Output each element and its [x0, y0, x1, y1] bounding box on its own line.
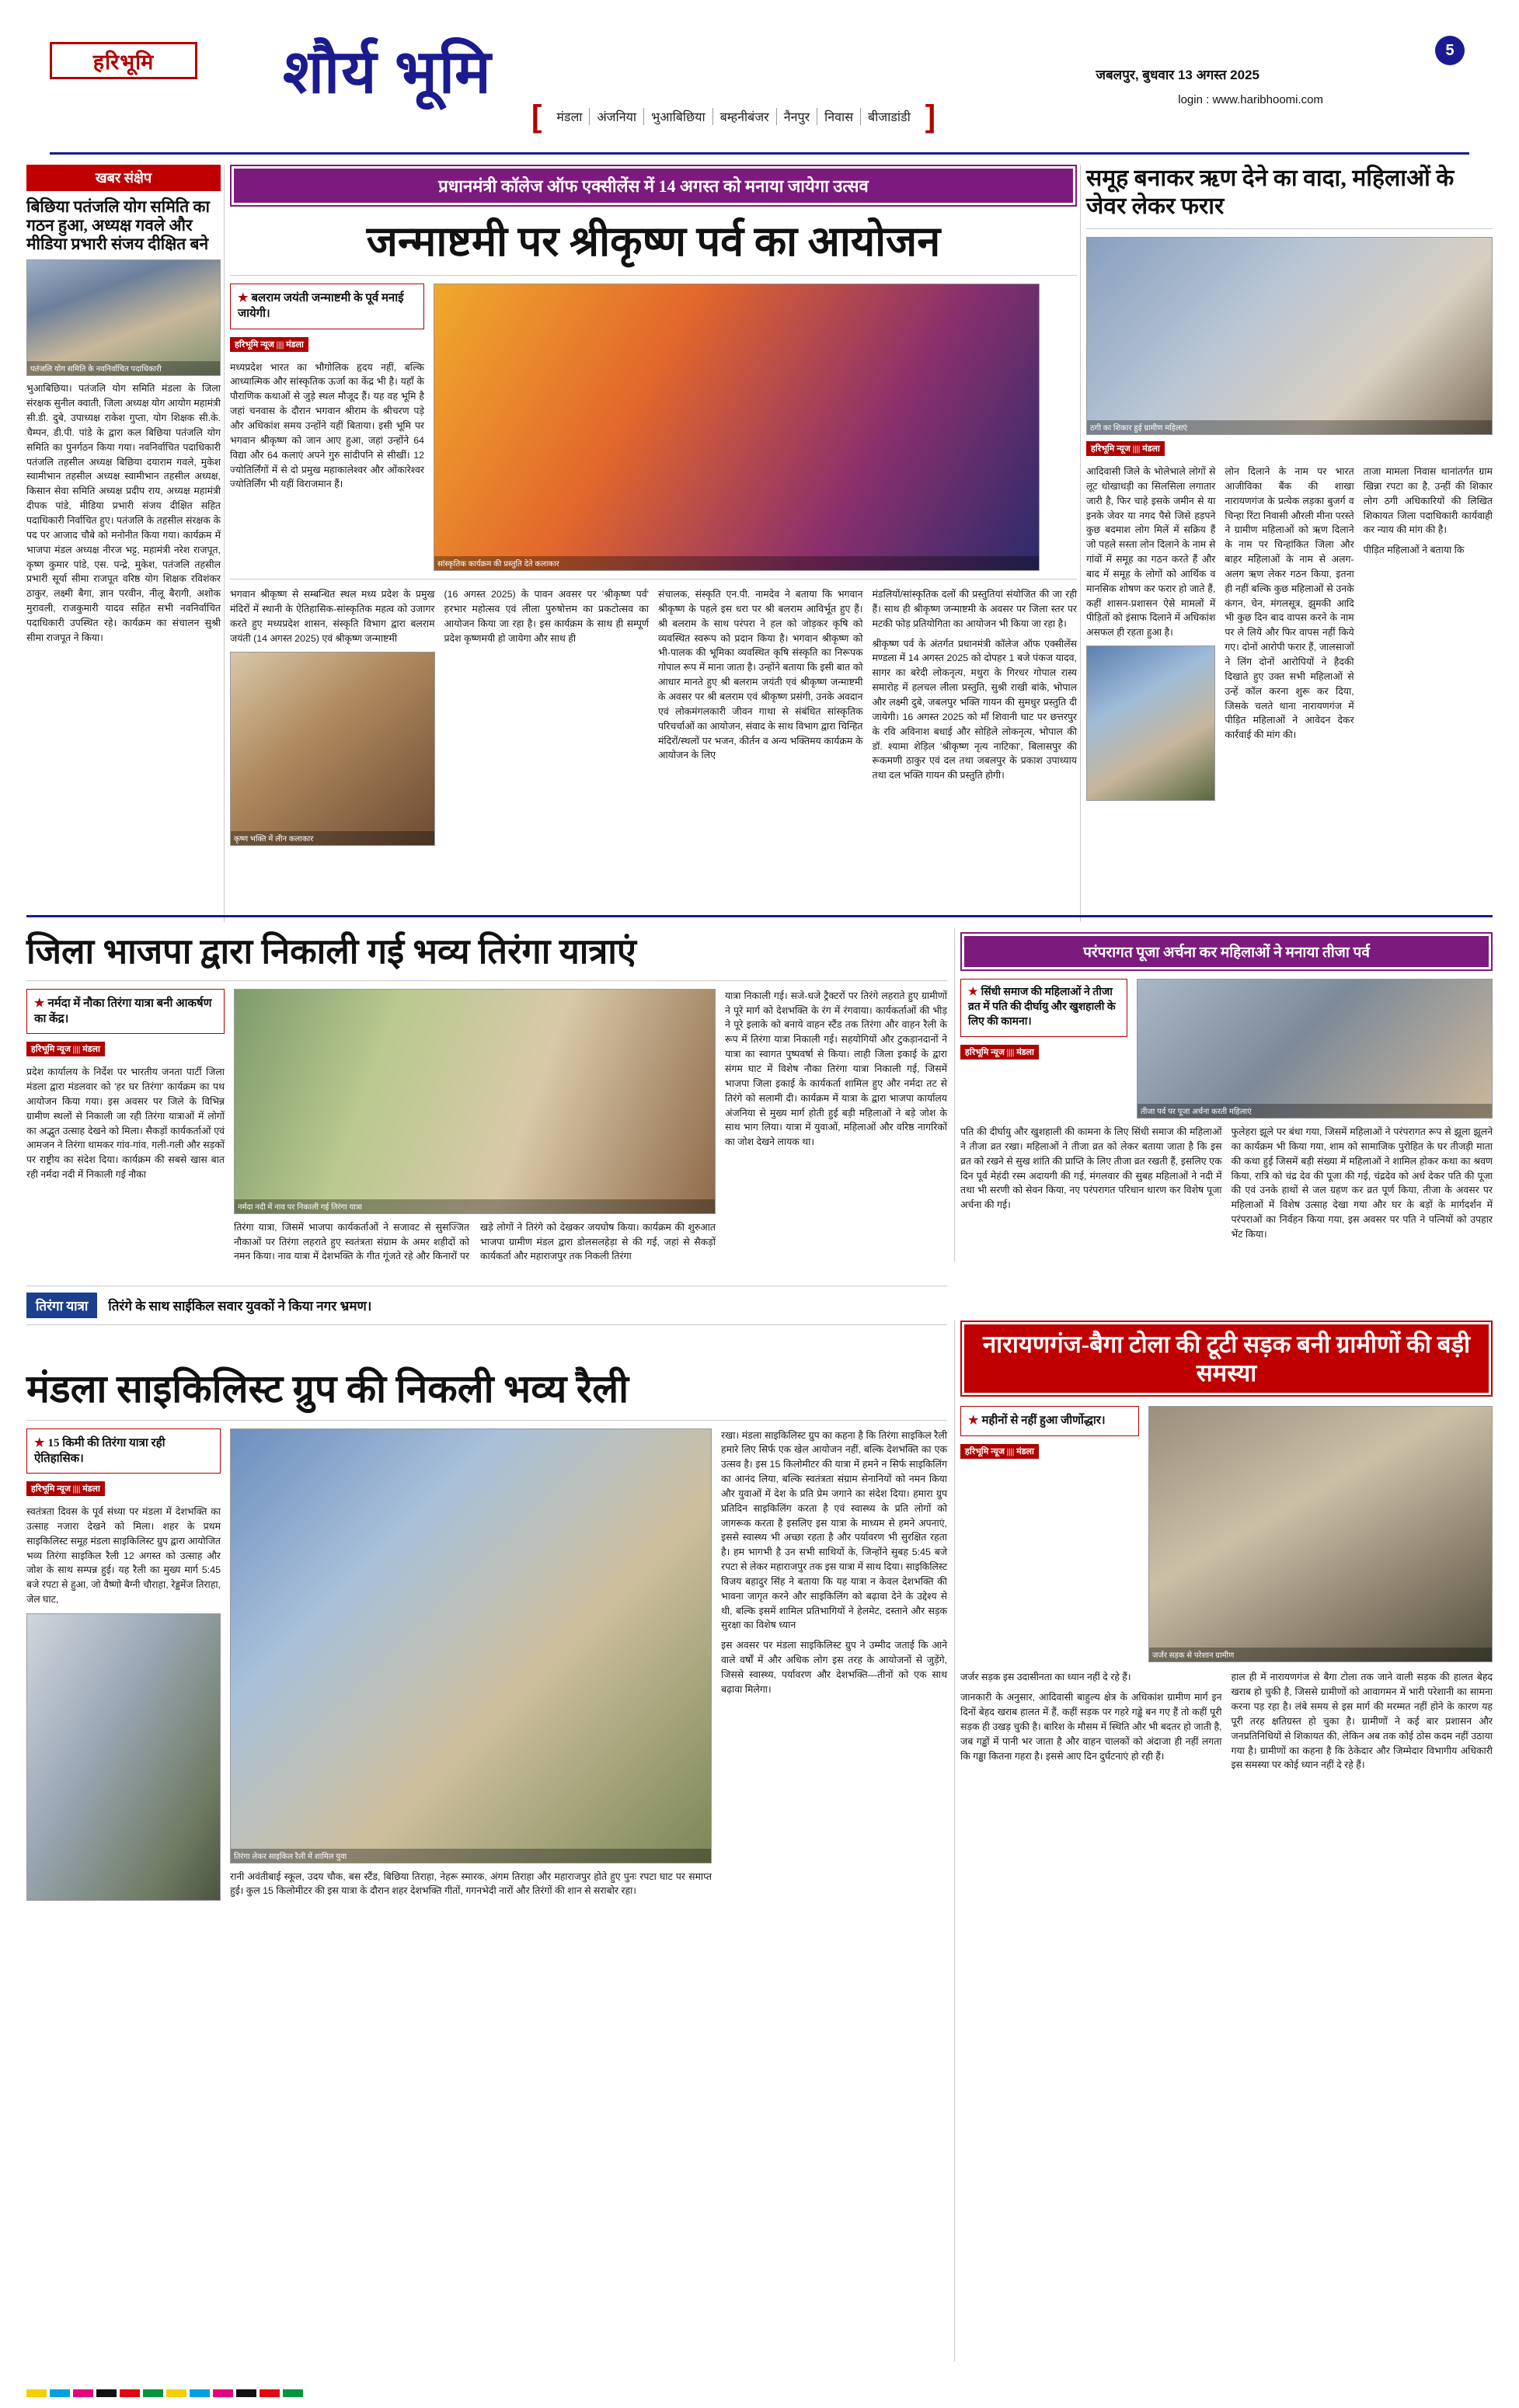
tiranga-photo [234, 989, 716, 1214]
cyclist-bullet-text: 15 किमी की तिरंगा यात्रा रही ऐतिहासिक। [34, 1436, 165, 1465]
teeja-text-row [960, 1125, 1493, 1247]
cyclist-rally-story [26, 1367, 947, 1904]
naraganj-photo-caption: जर्जर सड़क से परेशान ग्रामीण [1149, 1648, 1492, 1662]
cyclist-col2-text: रानी अवंतीबाई स्कूल, उदय चौक, बस स्टैंड, बिछिया तिराहा, नेहरू स्मारक, अंगम तिराहा और महाराजपुर होते हुए पुनः रपटा घाट पर समाप्त हुई। कुल 15 किलोमीटर की इस यात्रा के दौरान शहर देशभक्ति गीतों, गगनभेदी नारों और तिरंगों की शान से सराबोर रहा। [230, 1870, 712, 1897]
left-photo [26, 259, 221, 376]
naraganj-col3 [1232, 1670, 1493, 1773]
lead-bullet-text: बलराम जयंती जन्माष्टमी के पूर्व मनाई जायेगी। [238, 292, 404, 321]
tiranga-bullet-box [26, 989, 225, 1035]
edition-item-4[interactable]: नैनपुर [777, 108, 817, 125]
cyclist-col4 [721, 1638, 947, 1696]
bracket-left-icon: [ [531, 99, 542, 134]
right-top-col4-text: पीड़ित महिलाओं ने बताया कि [1363, 545, 1465, 556]
page-number-badge: 5 [1435, 36, 1465, 65]
teeja-photo-caption: तीजा पर्व पर पूजा अर्चना करती महिलाएं [1138, 1104, 1492, 1118]
lead-col1 [230, 360, 424, 492]
section-divider-1 [26, 915, 1493, 917]
lead-second-photo-caption: कृष्ण भक्ति में लीन कलाकार [231, 831, 434, 845]
edition-item-2[interactable]: भुआबिछिया [644, 108, 713, 125]
tiranga-yatra-story [26, 932, 947, 1267]
lead-kicker: प्रधानमंत्री कॉलेज ऑफ एक्सीलेंस में 14 अगस्त को मनाया जायेगा उत्सव [234, 169, 1073, 203]
cyclist-main-photo [230, 1428, 712, 1863]
khabar-sankshep-column [26, 165, 221, 651]
tiranga-headline: जिला भाजपा द्वारा निकाली गई भव्य तिरंगा यात्राएं [26, 932, 636, 971]
teeja-bullet-text: सिंधी समाज की महिलाओं ने तीजा व्रत में पति की दीर्घायु और खुशहाली के लिए की कामना। [968, 987, 1116, 1028]
cyclist-byline: हरिभूमि न्यूज |||| मंडला [26, 1481, 105, 1496]
naraganj-row [960, 1406, 1493, 1662]
star-icon: ★ [238, 292, 249, 305]
lead-col2-text: भगवान श्रीकृष्ण से सम्बन्धित स्थल मध्य प्रदेश के प्रमुख मंदिरों में स्थानी के ऐतिहासिक-सांस्कृतिक महत्व को उजागर करते हुए मध्यप्रदेश शासन, संस्कृति विभाग द्वारा बलराम जयंती (14 अगस्त 2025) एवं श्रीकृष्ण जन्माष्टमी [230, 589, 435, 644]
color-registration-bar [26, 2389, 303, 2397]
edition-list [549, 108, 917, 125]
naraganj-col1-text: जर्जर सड़क इस उदासीनता का ध्यान नहीं दे रहे हैं। [960, 1672, 1131, 1683]
teeja-row [960, 979, 1493, 1119]
right-top-photo-2 [1086, 645, 1215, 801]
tiranga-row [26, 989, 947, 1267]
dateline: जबलपुर, बुधवार 13 अगस्त 2025 [1096, 68, 1259, 82]
cyclist-col2 [230, 1870, 712, 1899]
right-top-col2-text: लोन दिलाने के नाम पर भारत आजीविका बैंक की शाखा नारायणगंज के प्रत्येक लड़का बुजर्ग व चिन्हा रिंटा निवासी औरली मीना परस्ते ने ग्रामीण महिलाओं को ऋण दिलाने के नाम पर चिन्हांकित जिला और बाहर महिलाओं के नाम से अलग-अलग ऋण लेकर गठन किया, इतना ही नहीं बल्कि कुछ महिलाओं से उनके कंगन, चेन, मंगलसूत्र, झुमकी आदि भी कुछ दिन बाद वापस करने के नाम पर ले लिये और फिर वापस नहीं किये गए। दोनों आरोपी फरार हैं, जालसाजों ने लिंग दोनों आरोपियों ने हैदकी दिखाते हुए उक्त सभी महिलाओं से उन्हें कॉल करना शुरू कर दिया, जिसके चलते थाना नारायणगंज में पीड़ित महिलाओं ने आवेदन देकर कार्रवाई की मांग की। [1225, 466, 1354, 741]
naraganj-text-row [960, 1670, 1493, 1778]
bracket-right-icon: ] [925, 99, 936, 134]
right-top-col3-text: ताजा मामला निवास थानांतर्गत ग्राम खिन्ना रपटा का है, उन्हीं की शिकार लोग ठगी अधिकारियों की लिखित शिकायत जिला पदाधिकारी कार्यवाही कर न्याय की मांग की है। [1363, 466, 1493, 536]
masthead-divider [50, 152, 1469, 155]
naraganj-col2-text: जानकारी के अनुसार, आदिवासी बाहुल्य क्षेत्र के अधिकांश ग्रामीण मार्ग इन दिनों बेहद खराब हालत में हैं, कहीं सड़क पर गहरे गड्ढे बन गए हैं तो कहीं पूरी सड़क ही उखड़ चुकी है। बारिश के मौसम में स्थिति और भी बदतर हो जाती है, जब गड्ढों में पानी भर जाता है और वाहन चालकों को अंदाजा ही नहीं लगता कि गड्ढा कितना गहरा है। इससे आए दिन दुर्घटनाएं हो रही हैं। [960, 1692, 1222, 1762]
naraganj-col2 [960, 1690, 1222, 1763]
divider-sec4 [954, 1321, 955, 2361]
naraganj-photo [1148, 1406, 1493, 1662]
lead-main-photo [434, 284, 1040, 571]
cyclist-col3 [721, 1428, 947, 1634]
lead-second-photo [230, 652, 435, 846]
lead-byline: हरिभूमि न्यूज |||| मंडला [230, 337, 308, 352]
naraganj-bullet-text: महीनों से नहीं हुआ जीर्णोद्धार। [981, 1415, 1106, 1428]
lead-col2 [230, 587, 435, 645]
cyclist-photo-2 [26, 1613, 221, 1901]
lead-story [230, 165, 1077, 846]
cyclist-col3-text: रखा। मंडला साइकिलिस्ट ग्रुप का कहना है कि तिरंगा साइकिल रैली हमारे लिए सिर्फ एक खेल आयोजन नहीं, बल्कि देशभक्ति का एक उत्सव है। इस 15 किलोमीटर की यात्रा में हमने न सिर्फ साइकिलिंग का आनंद लिया, बल्कि स्वतंत्रता संग्राम सेनानियों को नमन किया और युवाओं में देश के प्रति प्रेम जगाने का संदेश दिया। हमारा ग्रुप प्रतिदिन साइकिलिंग करता है एवं स्वास्थ्य के प्रति लोगों को जागरूक करता है इसलिए इस यात्रा के माध्यम से हमने अपनाएं, इससे स्वास्थ्य भी अच्छा रहता है और पर्यावरण भी सुरक्षित रहता है। हम भागभी है उन सभी साथियों के, जिन्होंने सुबह 5:45 बजे रपटा से लेकर महाराजपुर तक इस यात्रा में साथ दिया। साइकिलिस्ट विजय बहादुर सिंह ने बताया कि यह यात्रा न केवल देशभक्ति की भावना जागृत करने और साइकिलिंग को बढ़ावा देने के उद्देश्य से थी, बल्कि इसमें शामिल प्रतिभागियों ने हेलमेट, दस्ताने और सड़क सुरक्षा का विशेष ध्यान [721, 1429, 947, 1631]
edition-item-5[interactable]: निवास [817, 108, 861, 125]
tiranga-byline: हरिभूमि न्यूज |||| मंडला [26, 1042, 105, 1056]
teeja-story [960, 932, 1493, 1247]
cyclist-col4-text: इस अवसर पर मंडला साइकिलिस्ट ग्रुप ने उम्मीद जताई कि आने वाले वर्षों में और अधिक लोग इस तरह के आयोजनों से जुड़ेंगे, जिससे स्वास्थ्य, पर्यावरण और देशभक्ति—तीनों को एक साथ बढ़ावा मिलेगा। [721, 1640, 947, 1695]
section-label-khabar-sankshep: खबर संक्षेप [26, 165, 221, 191]
lead-col6-text: श्रीकृष्ण पर्व के अंतर्गत प्रधानमंत्री कॉलेज ऑफ एक्सीलेंस मण्डला में 14 अगस्त 2025 को दोपहर 1 बजे पंकज यादव, सागर का बरेदी लोकनृत्य, मथुरा के गिरधर गोपाल रास्य समारोह में हलचल लीला प्रस्तुति, सुश्री राखी बांके, भोपाल और लक्ष्मी दुबे, जबलपुर भक्ति गायन की सुमधुर प्रस्तुति दी जायेगी। 16 अगस्त 2025 को माँ शिवानी घाट पर छत्तरपुर के रवि अविनाश बधाई और सोहिले लोकनृत्य, भोपाल की डॉ. श्यामा शेड़िल 'श्रीकृष्ण नृत्य नाटिका', बिलासपुर की रूकमणी ठाकुर एवं दल तथा जबलपुर के प्रकाश उपाध्याय तथा दल भक्ति गायन की प्रस्तुति होगी। [872, 638, 1077, 781]
masthead [26, 22, 1493, 154]
teeja-bullet-box [960, 979, 1127, 1037]
right-top-photo-caption: ठगी का शिकार हुई ग्रामीण महिलाएं [1087, 420, 1492, 434]
edition-item-1[interactable]: अंजनिया [590, 108, 644, 125]
tiranga-col3-text: यात्रा निकाली गई। सजे-धजे ट्रैक्टरों पर तिरंगे लहराते हुए ग्रामीणों ने पूरे मार्ग को देशभक्ति के रंग में रंगवाया। कार्यकर्ताओं की भीड़ ने पूरे इलाके को बनाये वाहन स्टैंड तक तिरंगा और वाहन रैली के रूप में तिरंगा यात्रा निकाली गई। सहयोगियों और टुकड़ानदानों ने यात्रा का स्वागत पुष्पवर्षा से किया। लाही जिला इकाई के द्वारा संगम घाट में विशेष नौका तिरंगा यात्रा निकाली गई, जिसमें भाजपा जिला इकाई के कार्यकर्ता शामिल हुए और नर्मदा तट से तिरंगे को सलामी दी। कार्यक्रम में यात्रा के द्वारा भाजपा कार्यालय अंजनिया से मुख्य मार्ग होती हुई बड़ी महिलाओं ने बड़े जोश के साथ भाग लिया। यात्रा में युवाओं, महिलाओं और वरिष्ठ नागरिकों का जोश देखने लायक था। [725, 990, 947, 1148]
strip-text: तिरंगे के साथ साईकिल सवार युवकों ने किया नगर भ्रमण। [108, 1299, 372, 1314]
left-body-p1: भुआबिछिया। पतंजलि योग समिति मंडला के जिला संरक्षक सुनील क्वाती, जिला अध्यक्ष योग आयोग महामंत्री सी.डी. दुबे, उपाध्यक्ष राकेश गुप्ता, योग शिक्षक सी.के. चैम्पन, डी.पी. पांडे के द्वारा कल बिछिया पतंजलि योग समिति का पुनर्गठन किया गया। नवनिर्वाचित पदाधिकारी पतंजलि तहसील अध्यक्ष बिछिया दयाराम गवले, मुकेश स्वामीभान तहसील अध्यक्ष स्वामीभान तहसील अध्यक्ष, किसान सेवा समिति अध्यक्ष प्रदीप राय, अध्यक्ष महामंत्री दीपक पांडे, मीडिया प्रभारी संजय दीक्षित सहित पदाधिकारी निर्वाचित हुए। पतंजलि के तहसील संरक्षक के पद पर आजाद चौबे को मनोनीत किया गया। कार्यक्रम में भाजपा मंडल अध्यक्ष नीरज भट्ट, महामंत्री नरेश राजपूत, कृष्ण कुमार पांडे, एस. पन्द्रे, मुकेश, पतंजलि तहसील प्रभारी सूर्या सीमा राजपूत वरिष्ठ योग शिक्षक रविशंकर ठाकुर, लक्ष्मी बैगा, ज्ञान परवीन, नीलू बैरागी, अशोक मुरावली, राजकुमारी यादव सहित सभी नवनिर्वाचित पदाधिकारी उपस्थित रहे। कार्यक्रम का संचालन सुश्री सीमा राजपूत ने किया। [26, 383, 221, 643]
website-login-line[interactable]: login : www.haribhoomi.com [1178, 93, 1323, 106]
lead-col5-text: मंडलियों/सांस्कृतिक दलों की प्रस्तुतियां संयोजित की जा रही हैं। साथ ही श्रीकृष्ण जन्माष्टमी के अवसर पर जिला स्तर पर मटकी फोड़ प्रतियोगिता का आयोजन भी किया जा रहा है। [872, 589, 1077, 629]
left-headline: बिछिया पतंजलि योग समिति का गठन हुआ, अध्यक्ष गवले और मीडिया प्रभारी संजय दीक्षित बने [26, 197, 210, 254]
right-top-byline: हरिभूमि न्यूज |||| मंडला [1086, 441, 1165, 456]
edition-item-6[interactable]: बीजाडांडी [868, 111, 911, 124]
right-top-columns [1086, 465, 1493, 801]
divider-a-b [224, 165, 225, 922]
tiranga-col1-text: प्रदेश कार्यालय के निर्देश पर भारतीय जनता पार्टी जिला मंडला द्वारा मंडलवार को 'हर घर तिरंगा' कार्यक्रम का पथ आयोजन किया गया। इस अवसर पर जिले के विभिन्न ग्रामीण स्थलों से निकाली जा रही तिरंगा यात्राओं में लोगों का अद्भुत उत्साह देखने को मिला। सैकड़ों कार्यकर्ताओं एवं आमजन ने तिरंगा थामकर गांव-गांव, गली-गली और सड़कों पर राष्ट्रीय का संदेश दिया। कार्यक्रम की सबसे खास बात रही नर्मदा नदी में निकाली गई नौका [26, 1067, 225, 1181]
divider-sec2 [954, 928, 955, 1262]
right-top-col2 [1225, 465, 1354, 743]
cyclist-col1 [26, 1505, 221, 1607]
divider-b-c [1080, 165, 1081, 922]
naraganj-road-story [960, 1321, 1493, 1778]
lead-bottom-row [230, 587, 1077, 846]
lead-col4-text: संचालक, संस्कृति एन.पी. नामदेव ने बताया कि भगवान श्रीकृष्ण के पहले इस धरा पर श्री बलराम आविर्भूत हुए हैं। श्री बलराम के साथ परंपरा ने हल को जोड़कर कृषि को व्यवस्थित स्वरूप को प्रदान किया है। भगवान श्रीकृष्ण को भी-पालक की भूमिका व्यवस्थित कृषि संस्कृति का निरूपक गोपाल रूप में माना जाता है। उन्होंने बताया कि इसी बात को आधार मानते हुए श्री बलराम जयंती एवं श्रीकृष्ण जन्माष्टमी के अवसर पर श्री बलराम एवं श्रीकृष्ण प्रसंगी, उनके अवदान एवं लोकमंगलकारी जीवन गाथा से संबंधित सांस्कृतिक परिचर्चाओं का आयोजन, संवाद के साथ विभाग द्वारा चिन्हित मंदिरों/स्थलों पर भजन, कीर्तन व अन्य भक्तिमय कार्यक्रम के आयोजन के लिए [658, 589, 863, 761]
star-icon: ★ [34, 997, 45, 1010]
logo-text: हरिभूमि [92, 50, 155, 74]
right-top-col1 [1086, 465, 1215, 640]
tiranga-col2-text: तिरंगा यात्रा, जिसमें भाजपा कार्यकर्ताओं ने सजावट से सुसज्जित नौकाओं पर तिरंगा लहराते हुए स्वतंत्रता संग्राम के अमर शहीदों को नमन किया। नाव यात्रा में देशभक्ति के गीत गूंजते रहे और किनारों पर खड़े लोगों ने तिरंगे को देखकर जयघोष किया। कार्यक्रम की शुरुआत भाजपा ग्रामीण मंडल द्वारा डोलसलहेड़ा से की गई, जहां से सैकड़ों कार्यकर्ता और महाराजपुर तक निकली तिरंगा [234, 1221, 716, 1262]
lead-main-photo-caption: सांस्कृतिक कार्यक्रम की प्रस्तुति देते कलाकार [434, 556, 1039, 570]
cyclist-photo-caption: तिरंगा लेकर साइकिल रैली में शामिल युवा [231, 1849, 711, 1863]
teeja-photo [1137, 979, 1493, 1119]
tiranga-col1 [26, 1065, 225, 1182]
tiranga-col2 [234, 1220, 716, 1267]
left-photo-caption: पतंजलि योग समिति के नवनिर्वाचित पदाधिकारी [27, 361, 220, 375]
tiranga-strip [26, 1286, 947, 1325]
cyclist-headline: मंडला साइकिलिस्ट ग्रुप की निकली भव्य रैली [26, 1367, 629, 1411]
lead-col6 [873, 637, 1078, 783]
tiranga-col3 [725, 989, 947, 1150]
right-top-col3 [1364, 465, 1493, 538]
cyclist-col1-text: स्वतंत्रता दिवस के पूर्व संध्या पर मंडला में देशभक्ति का उत्साह नजारा देखने को मिला। शहर के प्रथम साइकिलिस्ट समूह मंडला साइकिलिस्ट ग्रुप द्वारा आयोजित भव्य तिरंगा साइकिल रैली 12 अगस्त को उत्साह और जोश के साथ सम्पन्न हुई। यह रैली का मुख्य मार्ग 5:45 बजे रपटा से हुआ, जो वैष्णो बैग्नी चौराहा, रेड्डमेंज तिराहा, जेल घाट, [26, 1506, 221, 1606]
lead-col3-text: (16 अगस्त 2025) के पावन अवसर पर 'श्रीकृष्ण पर्व' हरभार महोत्सव एवं लीला पुरुषोत्तम का प्रकटोत्सव का आयोजन किया जा रहा है। इस कार्यक्रम के साथ ही सम्पूर्ण प्रदेश कृष्णमयी हो जायेगा और साथ ही [444, 589, 649, 644]
star-icon: ★ [968, 987, 978, 998]
cyclist-bullet-box [26, 1428, 221, 1474]
right-top-photo [1086, 237, 1493, 435]
right-top-col4 [1364, 543, 1493, 558]
right-top-col1-text: आदिवासी जिले के भोलेभाले लोगों से लूट धोखाधड़ी का सिलसिला लगातार जारी है, फिर चाहे इसके जमीन से या इनके जेवर या नगद पैसे जिसे हड़पने कुछ बदमाश लोग मिलें में सक्रिय हैं जो पहले सस्ता लोन दिलाने के नाम से गांवों में समूह का गठन करते हैं और बाद में समूह के लोगों को आर्थिक व मानसिक शोषण कर फरार हो जाते हैं, कहीं शासन-प्रशासन ऐसे मामलों में पीड़ितों को इंसाफ दिलाने में अधिकांश असफल ही रहता हुआ है। [1086, 466, 1216, 639]
naraganj-byline: हरिभूमि न्यूज |||| मंडला [960, 1444, 1039, 1459]
loan-fraud-story [1086, 165, 1493, 801]
tiranga-bullet-text: नर्मदा में नौका तिरंगा यात्रा बनी आकर्षण का केंद्र। [34, 997, 212, 1025]
left-body-text [26, 381, 221, 645]
lead-headline: जन्माष्टमी पर श्रीकृष्ण पर्व का आयोजन [366, 218, 941, 265]
naraganj-col1 [960, 1670, 1222, 1685]
teeja-byline: हरिभूमि न्यूज |||| मंडला [960, 1045, 1039, 1060]
naraganj-col3-text: हाल ही में नारायणगंज से बैगा टोला तक जाने वाली सड़क की हालत बेहद खराब हो चुकी है, जिससे ग्रामीणों को आवागमन में भारी परेशानी का सामना करना पड़ रहा है। लंबे समय से इस मार्ग की मरम्मत नहीं होने के कारण यह पूरी तरह क्षतिग्रस्त हो चुका है। ग्रामीणों ने कई बार प्रशासन और जनप्रतिनिधियों से शिकायत की, लेकिन अब तक कोई ठोस कदम नहीं उठाया गया है। ग्रामीणों का कहना है कि ठेकेदार और जिम्मेदार विभागीय अधिकारी इस समस्या पर कोई ध्यान नहीं दे रहे हैं। [1231, 1672, 1493, 1771]
edition-item-0[interactable]: मंडला [549, 108, 590, 125]
strip-label: तिरंगा यात्रा [26, 1293, 97, 1318]
teeja-col1 [960, 1125, 1222, 1213]
teeja-col2-text: फुलेहरा झूले पर बंधा गया, जिसमें महिलाओं ने परंपरागत रूप से झूला झूलने का कार्यक्रम भी किया गया, शाम को सामाजिक पुरोहित के घर तीजड़ी माता की कथा हुई जिसमें बड़ी संख्या में महिलाओं ने शामिल होकर कथा का श्रवण किया, रात्रि को चंद्र देव की पूजा की गई, चंद्रदेव को अर्ध देकर पति की पूजा की एवं उनके हाथों से जल ग्रहण कर व्रत पूर्ण किया, तीजा के अवसर पर महिलाओं में विशेष उत्साह देखा गया और घर के बड़ों के मार्गदर्शन में परंपराओं का निर्वहन किया गया, इस अवसर पर पति ने पत्नियों को उपहार भेंट किया। [1231, 1126, 1493, 1240]
page-title: शौर्य भूमि [283, 38, 493, 106]
star-icon: ★ [34, 1436, 45, 1449]
lead-top-row [230, 284, 1077, 571]
lead-col4 [658, 587, 863, 763]
naraganj-bullet-box [960, 1406, 1139, 1435]
lead-col1-text: मध्यप्रदेश भारत का भौगोलिक हृदय नहीं, बल्कि आध्यात्मिक और सांस्कृतिक ऊर्जा का केंद्र भी है। यहाँ के पौराणिक कथाओं से जुड़े स्थल मौजूद हैं। यह वह भूमि है जहां चनवास के दौरान भगवान श्रीराम के श्रीचरण पड़े और अधिकांश समय उन्होंने यहीं बिताया। इसी भूमि पर भगवान श्रीकृष्ण को जान आए हुआ, जहां उन्होंने 64 विद्या और 64 कलाएं अपने गुरु सांदीपनि से सीखीं। 12 ज्योतिर्लिंगों में से दो प्रमुख महाकालेश्वर और ओंकारेश्वर ज्योतिर्लिंग भी यहीं विराजमान हैं। [230, 361, 424, 490]
lead-col5 [873, 587, 1078, 632]
right-top-headline: समूह बनाकर ऋण देने का वादा, महिलाओं के जेवर लेकर फरार [1086, 165, 1455, 219]
lead-bullet-box [230, 284, 424, 329]
tiranga-photo-caption: नर्मदा नदी में नाव पर निकाली गई तिरंगा यात्रा [235, 1199, 715, 1213]
teeja-col1-text: पति की दीर्घायु और खुशहाली की कामना के लिए सिंधी समाज की महिलाओं ने तीजा व्रत रखा। महिलाओं ने तीजा व्रत को लेकर बताया जाता है कि इस व्रत को रखने से सुख शांति की प्राप्ति के लिए तीजा व्रत रखती हैं, इसलिए एक दिन पूर्व मेहंदी रस्म अदायगी की गई, मंगलवार की सुबह महिलाओं ने नदी में तथा भी सरणी को सेवन किया, नए परंपरागत परिधान धारण कर विशेष पूजा अर्चना की गई। [960, 1126, 1222, 1211]
cyclist-row [26, 1428, 947, 1905]
teeja-col2 [1232, 1125, 1493, 1242]
teeja-kicker: परंपरागत पूजा अर्चना कर महिलाओं ने मनाया तीजा पर्व [964, 936, 1489, 967]
star-icon: ★ [968, 1415, 979, 1428]
haribhoomi-logo [50, 42, 197, 79]
edition-item-3[interactable]: बम्हनीबंजर [713, 108, 777, 125]
edition-strip [524, 99, 943, 134]
naraganj-headline: नारायणगंज-बैगा टोला की टूटी सड़क बनी ग्रामीणों की बड़ी समस्या [964, 1324, 1489, 1393]
lead-col3 [444, 587, 650, 645]
